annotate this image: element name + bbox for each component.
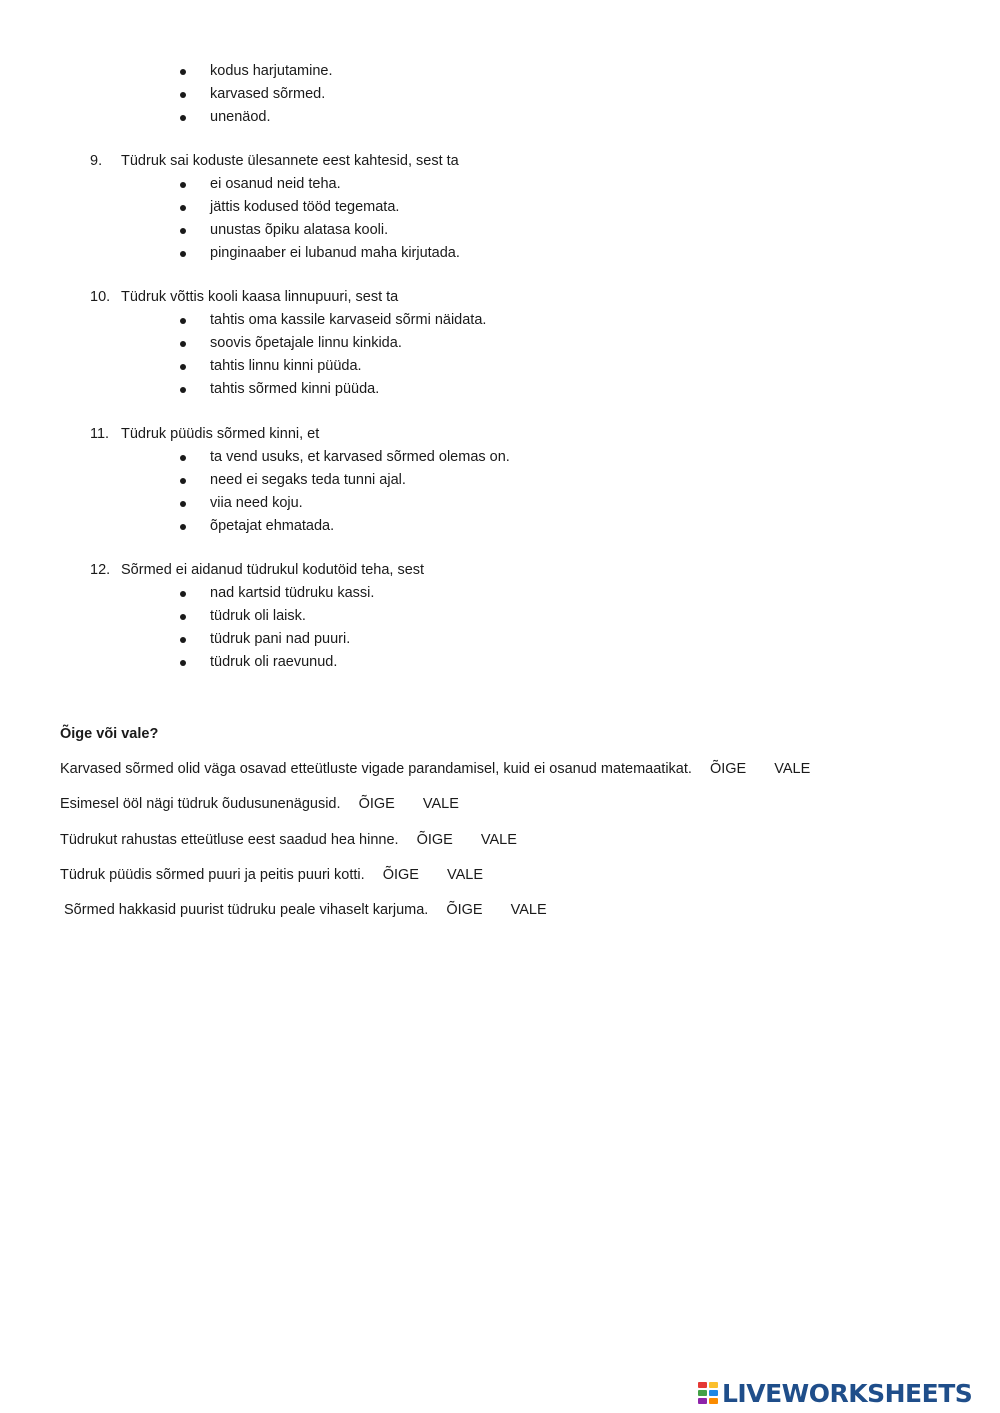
true-option[interactable]: ÕIGE: [358, 796, 395, 812]
bullet-icon: [180, 205, 186, 211]
answer-option: ta vend usuks, et karvased sõrmed olemas on.: [0, 446, 1000, 469]
question-9: [0, 150, 1000, 265]
answer-option: tahtis oma kassile karvaseid sõrmi näidata.: [0, 309, 1000, 332]
true-option[interactable]: ÕIGE: [709, 761, 747, 777]
answer-option: tahtis sõrmed kinni püüda.: [0, 378, 1000, 401]
bullet-icon: [180, 251, 186, 257]
true-false-statement: [60, 793, 459, 816]
intro-bullets: [0, 60, 1000, 129]
liveworksheets-logo: [697, 1378, 972, 1408]
statement-text: Esimesel ööl nägi tüdruk õudusunenägusid.: [60, 796, 341, 812]
bullet-icon: [180, 524, 186, 530]
true-option[interactable]: ÕIGE: [416, 832, 453, 848]
logo-square: [709, 1398, 718, 1404]
logo-square: [709, 1390, 718, 1396]
bullet-icon: [180, 478, 186, 484]
statement-text: Tüdruk püüdis sõrmed puuri ja peitis puuri kotti.: [60, 867, 365, 883]
false-option[interactable]: VALE: [774, 761, 811, 777]
statement-text: Karvased sõrmed olid väga osavad etteütluste vigade parandamisel, kuid ei osanud matemaatikat.: [60, 761, 692, 777]
logo-square: [698, 1382, 707, 1388]
answer-option: kodus harjutamine.: [0, 60, 1000, 83]
bullet-icon: [180, 318, 186, 324]
bullet-icon: [180, 341, 186, 347]
question-text: Sõrmed ei aidanud tüdrukul kodutöid teha, sest: [121, 562, 425, 578]
question-heading: [0, 150, 1000, 173]
question-11: [0, 423, 1000, 538]
answer-option: viia need koju.: [0, 492, 1000, 515]
bullet-icon: [180, 364, 186, 370]
false-option[interactable]: VALE: [422, 796, 459, 812]
answer-option: õpetajat ehmatada.: [0, 515, 1000, 538]
answer-option: karvased sõrmed.: [0, 83, 1000, 106]
answer-option: need ei segaks teda tunni ajal.: [0, 469, 1000, 492]
answer-option: soovis õpetajale linnu kinkida.: [0, 332, 1000, 355]
true-false-statement: [64, 899, 547, 922]
answer-option: nad kartsid tüdruku kassi.: [0, 582, 1000, 605]
question-number: 10.: [90, 289, 111, 305]
answer-option: unenäod.: [0, 106, 1000, 129]
bullet-icon: [180, 501, 186, 507]
answer-option: tüdruk oli laisk.: [0, 605, 1000, 628]
bullet-icon: [180, 591, 186, 597]
true-false-statement: [60, 864, 483, 887]
true-false-statement: [60, 758, 810, 781]
bullet-icon: [180, 115, 186, 121]
bullet-icon: [180, 387, 186, 393]
false-option[interactable]: VALE: [446, 867, 483, 883]
question-number: 9.: [90, 153, 103, 169]
bullet-icon: [180, 637, 186, 643]
logo-square: [698, 1398, 707, 1404]
question-text: Tüdruk püüdis sõrmed kinni, et: [121, 426, 320, 442]
statement-text: Sõrmed hakkasid puurist tüdruku peale vihaselt karjuma.: [64, 902, 429, 918]
answer-option: unustas õpiku alatasa kooli.: [0, 219, 1000, 242]
question-number: 11.: [90, 426, 110, 442]
question-12: [0, 559, 1000, 674]
bullet-icon: [180, 660, 186, 666]
answer-option: tüdruk oli raevunud.: [0, 651, 1000, 674]
question-heading: [0, 286, 1000, 309]
true-false-title: Õige või vale?: [60, 726, 159, 742]
false-option[interactable]: VALE: [480, 832, 517, 848]
logo-square: [698, 1390, 707, 1396]
answer-option: tahtis linnu kinni püüda.: [0, 355, 1000, 378]
answer-option: ei osanud neid teha.: [0, 173, 1000, 196]
answer-option: tüdruk pani nad puuri.: [0, 628, 1000, 651]
statement-text: Tüdrukut rahustas etteütluse eest saadud hea hinne.: [60, 832, 399, 848]
bullet-icon: [180, 182, 186, 188]
bullet-icon: [180, 228, 186, 234]
true-false-statement: [60, 829, 517, 852]
true-option[interactable]: ÕIGE: [382, 867, 419, 883]
question-text: Tüdruk sai koduste ülesannete eest kahtesid, sest ta: [121, 153, 459, 169]
true-option[interactable]: ÕIGE: [446, 902, 483, 918]
logo-icon: [697, 1381, 719, 1405]
bullet-icon: [180, 69, 186, 75]
answer-option: pinginaaber ei lubanud maha kirjutada.: [0, 242, 1000, 265]
question-text: Tüdruk võttis kooli kaasa linnupuuri, sest ta: [121, 289, 399, 305]
logo-text: LIVEWORKSHEETS: [722, 1378, 973, 1408]
question-heading: [0, 559, 1000, 582]
false-option[interactable]: VALE: [510, 902, 547, 918]
question-10: [0, 286, 1000, 401]
bullet-icon: [180, 455, 186, 461]
bullet-icon: [180, 92, 186, 98]
logo-square: [709, 1382, 718, 1388]
answer-option: jättis kodused tööd tegemata.: [0, 196, 1000, 219]
bullet-icon: [180, 614, 186, 620]
question-heading: [0, 423, 1000, 446]
question-number: 12.: [90, 562, 111, 578]
